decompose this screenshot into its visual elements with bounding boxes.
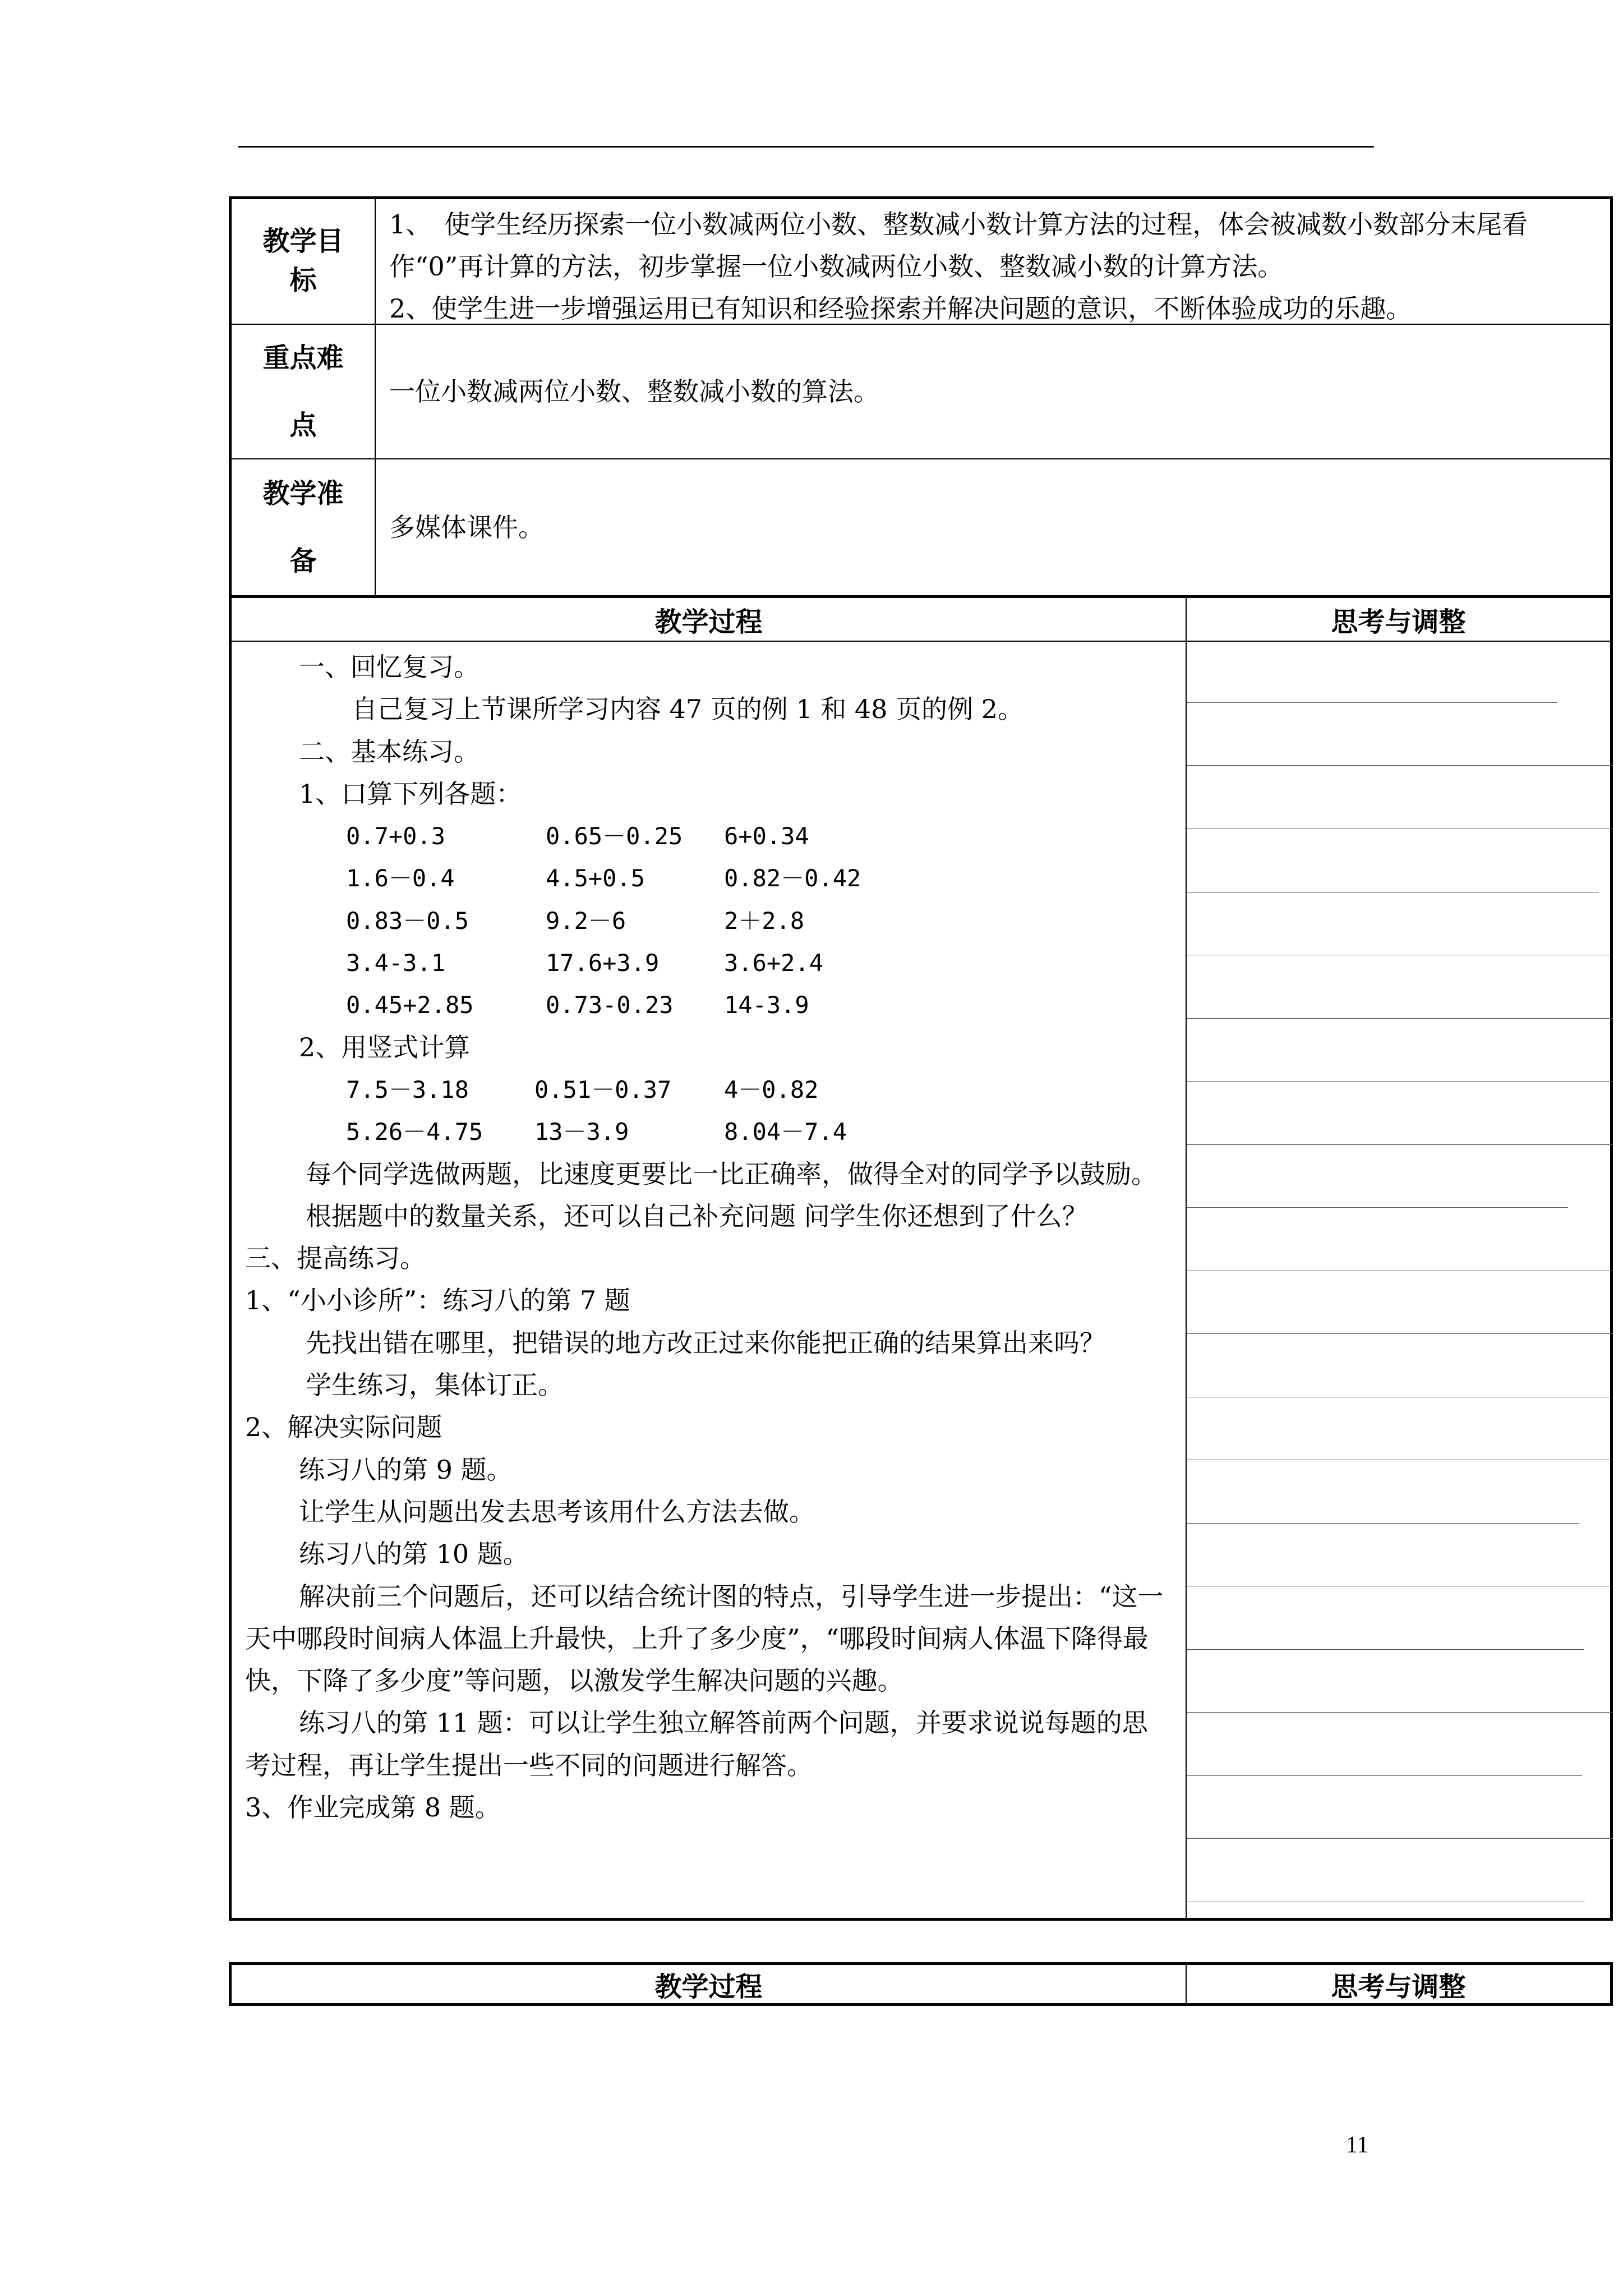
- exercise-10-text: 解决前三个问题后，还可以结合统计图的特点，引导学生进一步提出：“这一天中哪段时间病人体温上升最快，上升了多少度”，“哪段时间病人体温下降得最快，下降了多少度”等问题，以激发学生解决问题的兴趣。: [245, 1581, 1164, 1696]
- teaching-process-table-2-header: [229, 1962, 1613, 2006]
- process-main-column: [232, 642, 1187, 1918]
- oral-row: 3.4-3.1 17.6+3.9 3.6+2.4: [346, 949, 824, 977]
- reflection-line: [1187, 1775, 1582, 1776]
- key-points-row: [232, 325, 1610, 459]
- reflection-line: [1187, 1523, 1579, 1524]
- vertical-row: 7.5－3.18 0.51－0.37 4－0.82: [346, 1075, 819, 1103]
- clinic-title: 1、“小小诊所”：练习八的第 7 题: [245, 1285, 630, 1316]
- homework: 3、作业完成第 8 题。: [245, 1792, 501, 1823]
- objectives-row: [232, 199, 1610, 325]
- oral-row: 1.6－0.4 4.5+0.5 0.82－0.42: [346, 864, 861, 892]
- clinic-text-2: 学生练习，集体订正。: [306, 1370, 564, 1401]
- reflection-line: [1187, 1333, 1613, 1334]
- reflection-line: [1187, 1018, 1613, 1019]
- vertical-calc-grid: [245, 1069, 1172, 1153]
- process-header-main: 教学过程: [232, 598, 1187, 641]
- section-basic: 二、基本练习。: [299, 736, 479, 767]
- reflection-line: [1187, 1081, 1613, 1082]
- objectives-content: [376, 199, 1610, 324]
- process-body: [232, 642, 1610, 1918]
- key-points-content: 一位小数减两位小数、整数减小数的算法。: [389, 376, 879, 407]
- process-header-side: 思考与调整: [1331, 606, 1466, 638]
- clinic-text-1: 先找出错在哪里，把错误的地方改正过来你能把正确的结果算出来吗？: [306, 1327, 1105, 1358]
- vertical-row: 5.26－4.75 13－3.9 8.04－7.4: [346, 1118, 847, 1146]
- objective-1: 1、 使学生经历探索一位小数减两位小数、整数减小数计算方法的过程，体会被减数小数部分末尾看作“0”再计算的方法，初步掌握一位小数减两位小数、整数减小数的计算方法。: [389, 209, 1528, 282]
- reflection-line: [1187, 1838, 1613, 1839]
- review-text: 自己复习上节课所学习内容 47 页的例 1 和 48 页的例 2。: [352, 694, 1023, 725]
- practice-note: 每个同学选做两题，比速度更要比一比正确率，做得全对的同学予以鼓励。: [306, 1158, 1157, 1189]
- reflection-line: [1187, 765, 1613, 766]
- section-advanced: 三、提高练习。: [245, 1243, 426, 1274]
- objectives-label: 教学目标: [232, 199, 376, 324]
- reflection-line: [1187, 1207, 1568, 1208]
- practice-note-2: 根据题中的数量关系，还可以自己补充问题 问学生你还想到了什么？: [306, 1200, 1088, 1231]
- key-points-label: 重点难点: [232, 325, 376, 458]
- exercise-11-text: 练习八的第 11 题：可以让学生独立解答前两个问题，并要求说说每题的思考过程，再让学生提出一些不同的问题进行解答。: [245, 1708, 1148, 1780]
- reflection-line: [1187, 1649, 1584, 1650]
- exercise-10: 练习八的第 10 题。: [299, 1539, 529, 1570]
- vertical-calc-title: 2、用竖式计算: [299, 1032, 471, 1062]
- exercise-9: 练习八的第 9 题。: [299, 1454, 513, 1485]
- lesson-info-table: [229, 196, 1613, 598]
- real-problems-title: 2、解决实际问题: [245, 1412, 442, 1443]
- oral-row: 0.45+2.85 0.73-0.23 14-3.9: [346, 991, 809, 1019]
- section-review: 一、回忆复习。: [299, 652, 479, 682]
- oral-row: 0.83－0.5 9.2－6 2＋2.8: [346, 907, 805, 935]
- preparation-content: 多媒体课件。: [389, 512, 544, 542]
- page-number: 11: [1346, 2132, 1369, 2158]
- process2-header-main: 教学过程: [232, 1965, 1187, 2003]
- oral-calc-grid: [245, 815, 1172, 1026]
- oral-calc-title: 1、口算下列各题：: [299, 778, 522, 809]
- process2-header-side: 思考与调整: [1331, 1971, 1466, 2003]
- teaching-process-table: [229, 598, 1613, 1921]
- reflection-line: [1187, 1712, 1613, 1713]
- reflection-line: [1187, 702, 1557, 703]
- preparation-label: 教学准备: [232, 459, 376, 595]
- objective-2: 2、使学生进一步增强运用已有知识和经验探索并解决问题的意识，不断体验成功的乐趣。: [389, 293, 1412, 324]
- header-rule: [238, 146, 1374, 148]
- oral-row: 0.7+0.3 0.65－0.25 6+0.34: [346, 822, 809, 850]
- reflection-line: [1187, 1144, 1613, 1145]
- reflection-column: [1187, 642, 1610, 1918]
- exercise-9-text: 让学生从问题出发去思考该用什么方法去做。: [299, 1496, 815, 1527]
- process-header: [232, 598, 1610, 642]
- preparation-row: [232, 459, 1610, 595]
